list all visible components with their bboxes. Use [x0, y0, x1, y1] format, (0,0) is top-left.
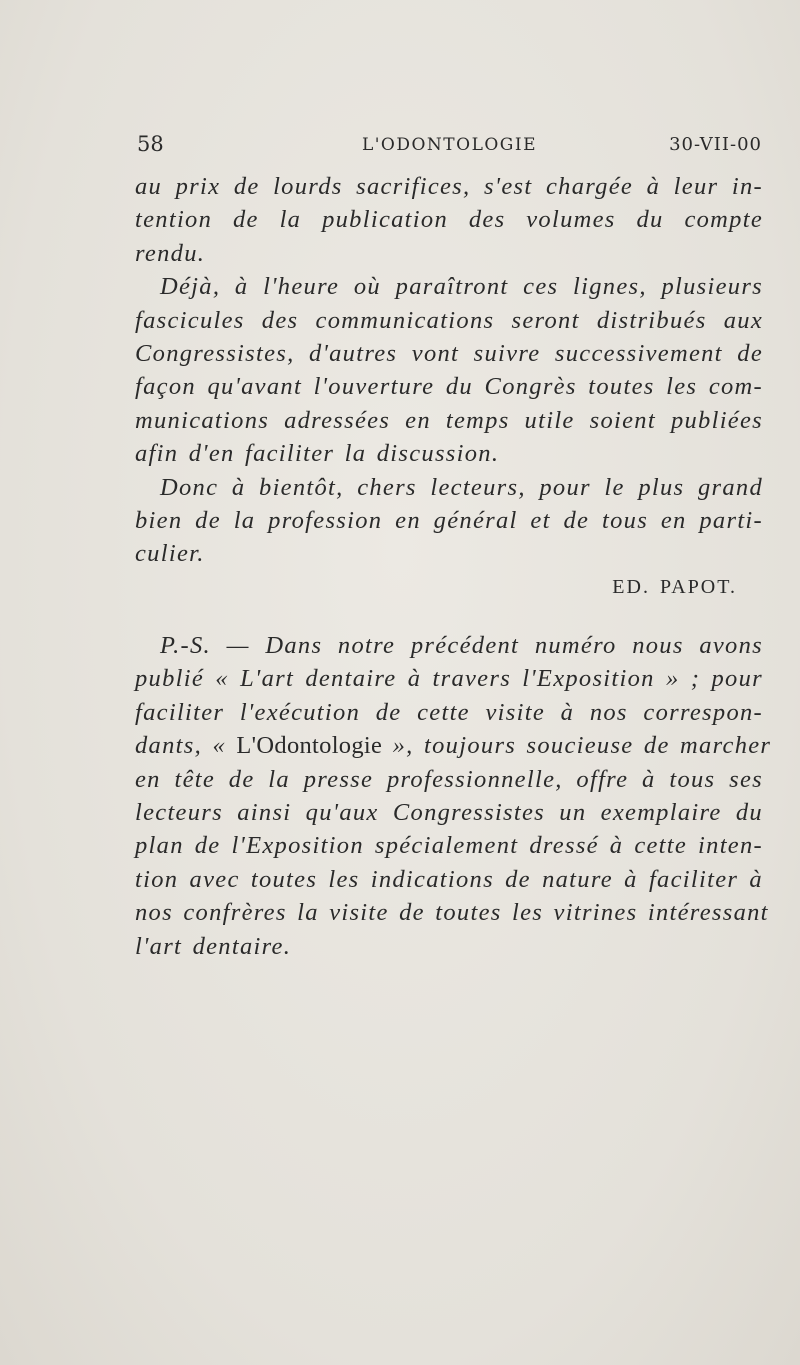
text-line: fascicules des communications seront distribués aux — [135, 306, 763, 334]
text-fragment: dants, « — [135, 732, 237, 760]
text-line: culier. — [135, 540, 205, 568]
paragraph-gap — [135, 604, 763, 629]
text-line: Congressistes, d'autres vont suivre successivement de — [135, 339, 763, 367]
text-line: bien de la profession en général et de tous en parti- — [135, 506, 763, 534]
text-line: tion avec toutes les indications de nature à faciliter à — [135, 865, 763, 893]
author-signature: ED. PAPOT. — [612, 575, 737, 598]
text-line: munications adressées en temps utile soient publiées — [135, 406, 763, 434]
text-line: tention de la publication des volumes du compte — [135, 206, 763, 234]
issue-date: 30-VII-00 — [669, 134, 762, 155]
text-line: publié « L'art dentaire à travers l'Exposition » ; pour — [135, 665, 763, 693]
journal-name: L'Odontologie — [236, 732, 383, 760]
text-line: plan de l'Exposition spécialement dressé à cette inten- — [135, 832, 763, 860]
running-header — [137, 132, 762, 166]
text-line: lecteurs ainsi qu'aux Congressistes un exemplaire du — [135, 799, 763, 827]
text-line: faciliter l'exécution de cette visite à nos correspon- — [135, 698, 763, 726]
journal-title: L'ODONTOLOGIE — [361, 135, 538, 155]
text-line: nos confrères la visite de toutes les vitrines intéressant — [135, 899, 769, 927]
text-line: rendu. — [135, 239, 206, 267]
text-fragment: », toujours soucieuse de marcher — [382, 732, 772, 760]
text-line: Déjà, à l'heure où paraîtront ces lignes, plusieurs — [160, 273, 763, 301]
text-line: en tête de la presse professionnelle, offre à tous ses — [135, 765, 763, 793]
page-number: 58 — [137, 132, 164, 156]
text-line — [135, 729, 772, 762]
text-line: afin d'en faciliter la discussion. — [135, 440, 500, 468]
text-line: P.-S. — Dans notre précédent numéro nous avons — [160, 632, 763, 660]
article-body — [135, 170, 772, 963]
text-line: l'art dentaire. — [135, 932, 292, 960]
text-line: façon qu'avant l'ouverture du Congrès toutes les com- — [135, 373, 763, 401]
text-line: au prix de lourds sacrifices, s'est chargée à leur in- — [135, 173, 763, 200]
text-line: Donc à bientôt, chers lecteurs, pour le plus grand — [160, 473, 763, 501]
